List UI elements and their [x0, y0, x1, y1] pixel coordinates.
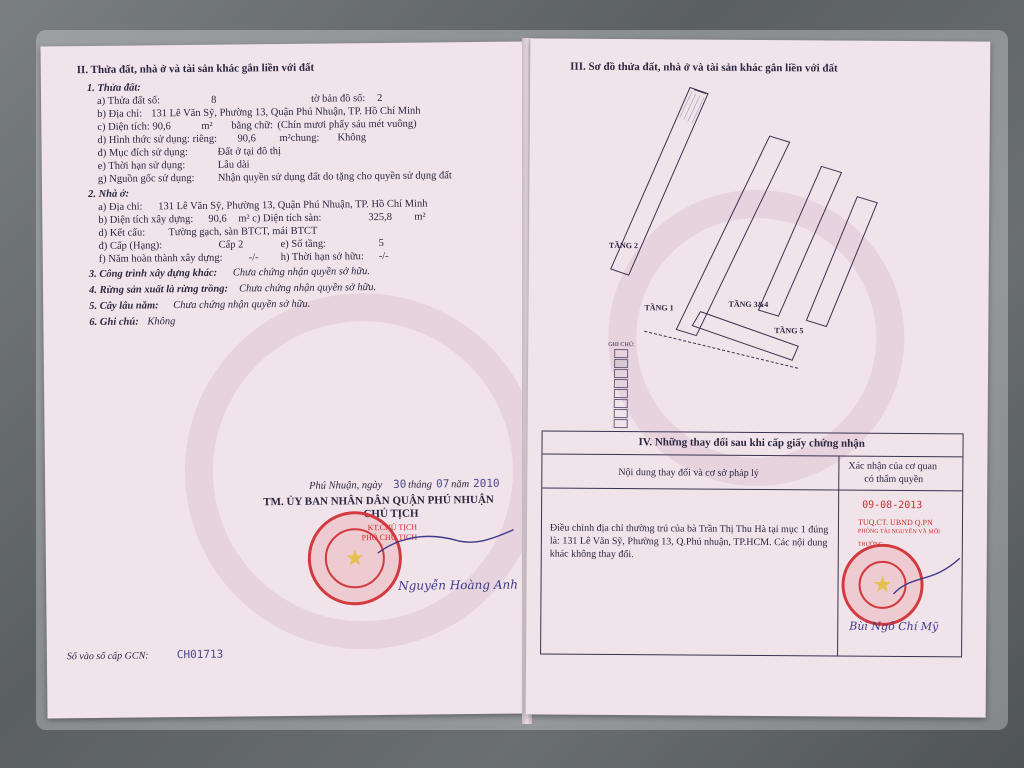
floor-label-5: TẦNG 5: [774, 326, 804, 336]
section-ii-title: II. Thửa đất, nhà ở và tài sản khác gắn liền với đất: [76, 61, 315, 77]
legend-title: GHI CHÚ:: [608, 341, 635, 349]
land-heading: 1. Thửa đất:: [86, 82, 141, 95]
land-row-term: e) Thời hạn sử dụng: Lâu dài: [97, 159, 250, 172]
floor-label-3-4: TẦNG 3&4: [728, 299, 769, 310]
table-divider: [837, 456, 839, 656]
item-4: 4. Rừng sản xuất là rừng trồng: Chưa chứng nhận quyền sở hữu.: [88, 282, 377, 297]
left-page: [40, 41, 529, 718]
land-row-address: b) Địa chỉ: 131 Lê Văn Sỹ, Phường 13, Quận Phú Nhuận, TP. Hồ Chí Minh: [97, 105, 421, 120]
item-6: 6. Ghi chú: Không: [89, 316, 176, 329]
issue-date: Phú Nhuận, ngày 30 tháng 07 năm 2010: [309, 476, 500, 492]
confirm-signature-stroke: [891, 554, 961, 604]
confirm-signer: Bùi Ngô Chí Mỹ: [849, 619, 939, 634]
change-content: Điều chỉnh địa chỉ thường trú của bà Trần Thị Thu Hà tại mục 1 đúng là: 131 Lê Văn Sỹ, Phường 13, Q.Phú nhuận, TP.HCM. Các nội dung khác không thay đổi.: [549, 522, 829, 561]
land-row-area: c) Diện tích: 90,6 m² bằng chữ: (Chín mươi phẩy sáu mét vuông): [97, 118, 417, 133]
house-heading: 2. Nhà ở:: [87, 188, 130, 201]
land-row-usage-form: d) Hình thức sử dụng: riêng: 90,6 m²chung: Không: [97, 132, 367, 146]
register-number: Số vào sổ cấp GCN: CH01713: [66, 647, 224, 663]
changes-table: [540, 430, 964, 657]
star-icon: ★: [872, 571, 893, 597]
floor-label-1: TẦNG 1: [644, 303, 674, 313]
floor-plan-diagram: [588, 75, 920, 377]
section-iii-title: III. Sơ đồ thửa đất, nhà ở và tài sản khác gắn liền với đất: [570, 60, 838, 75]
stamp-role-deputy: PHÓ CHỦ TỊCH: [361, 532, 418, 543]
confirm-date: 09-08-2013: [862, 499, 923, 512]
signature-stroke: [376, 522, 516, 563]
land-row-origin: g) Nguồn gốc sử dụng: Nhận quyền sử dụng đất do tặng cho quyền sử dụng đất: [97, 170, 452, 185]
item-3: 3. Công trình xây dựng khác: Chưa chứng nhận quyền sở hữu.: [88, 266, 371, 281]
changes-table-header: Nội dung thay đổi và cơ sở pháp lý Xác nhận của cơ quan có thẩm quyền: [542, 453, 962, 491]
house-row-area: b) Diện tích xây dựng: 90,6 m² c) Diện tích sàn: 325,8 m²: [98, 211, 426, 226]
signer-name: Nguyễn Hoàng Anh: [398, 577, 519, 593]
confirm-org: TUQ.CT. UBND Q.PN: [857, 517, 933, 528]
confirm-dept: PHÒNG TÀI NGUYÊN VÀ MÔI TRƯỜNG: [857, 528, 941, 548]
authority-role: CHỦ TỊCH: [363, 507, 419, 521]
house-row-grade: đ) Cấp (Hạng): Cấp 2 e) Số tầng: 5: [98, 237, 384, 252]
changes-table-title: IV. Những thay đổi sau khi cấp giấy chứng nhận: [542, 431, 962, 457]
stamp-role-vice: KT.CHỦ TỊCH: [367, 522, 418, 533]
floor-label-2: TẦNG 2: [608, 240, 639, 251]
land-row-purpose: đ) Mục đích sử dụng: Đất ở tại đô thị: [97, 146, 281, 159]
item-5: 5. Cây lâu năm: Chưa chứng nhận quyền sở hữu.: [89, 298, 311, 313]
land-row-parcel: a) Thửa đất số: 8 tờ bản đồ số: 2: [97, 92, 383, 107]
authority-title: TM. ỦY BAN NHÂN DÂN QUẬN PHÚ NHUẬN: [263, 493, 494, 509]
house-row-year: f) Năm hoàn thành xây dựng: -/- h) Thời hạn sở hữu: -/-: [98, 250, 389, 265]
star-icon: ★: [344, 545, 365, 571]
house-row-structure: d) Kết cấu: Tường gạch, sàn BTCT, mái BTCT: [98, 225, 318, 239]
right-page: [526, 38, 991, 717]
house-row-address: a) Địa chỉ: 131 Lê Văn Sỹ, Phường 13, Quận Phú Nhuận, TP. Hồ Chí Minh: [98, 198, 428, 213]
